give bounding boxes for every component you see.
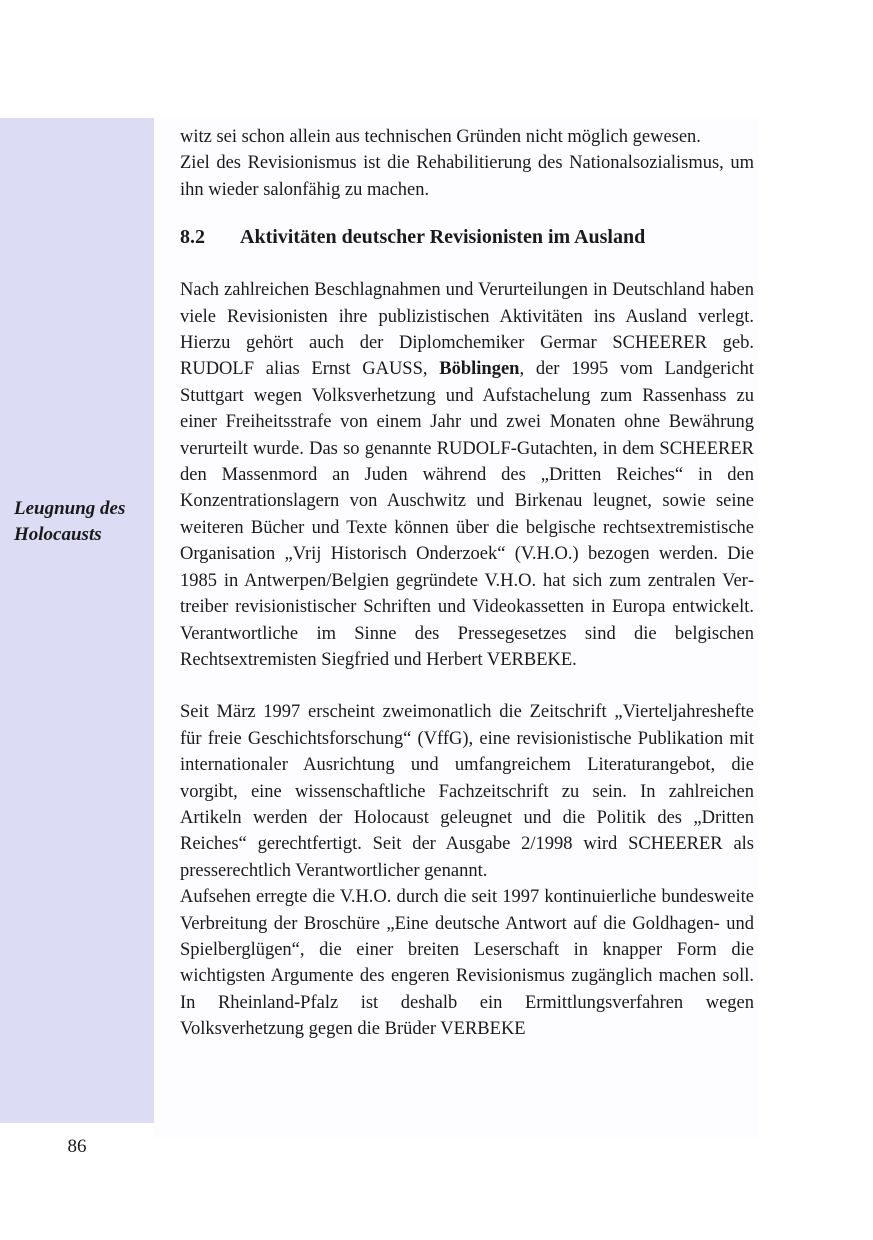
- paragraph-1: [180, 277, 754, 673]
- margin-note-line-2: Holocausts: [14, 524, 102, 545]
- paragraph-1-bold-place: Böblingen: [439, 359, 520, 380]
- paragraph-2: Seit März 1997 erscheint zweimonatlich die Zeitschrift „Vierteljahreshefte für freie Geschichtsforschung“ (VffG), eine revisionistische Publikation mit internationaler Ausrichtung und umfangreichem Literaturangebot, die vorgibt, eine wissenschaftliche Fachzeitschrift zu sein. In zahlreichen Artikeln werden der Holocaust geleugnet und die Politik des „Dritten Reiches“ gerechtfertigt. Seit der Ausgabe 2/1998 wird SCHEERER als presserechtlich Verantwortlicher genannt.: [180, 702, 754, 881]
- paragraph-1-part-a: Nach zahlreichen Beschlagnahmen und Verurteilungen in Deutschland haben viele Revisionisten ihre publizistischen Aktivitäten ins Ausland verlegt. Hierzu gehört auch der Diplomchemiker Germar SCHEERER geb. RUDOLF alias Ernst GAUSS,: [180, 280, 754, 380]
- section-number: 8.2: [180, 226, 205, 249]
- section-title: Aktivitäten deutscher Revisionisten im Ausland: [240, 226, 646, 249]
- margin-note: [14, 496, 154, 548]
- margin-note-line-1: Leugnung des: [14, 498, 126, 519]
- body-text: [180, 124, 754, 1043]
- section-heading: [180, 223, 754, 251]
- paragraph-1-part-b: , der 1995 vom Landgericht Stuttgart wegen Volksverhetzung und Aufstachelung zum Rassenhass zu einer Freiheitsstrafe von einem Jahr und zwei Monaten ohne Bewährung verurteilt wurde. Das so genannte RUDOLF-Gutachten, in dem SCHEERER den Massenmord an Juden während des „Dritten Reiches“ in den Konzentrationslagern von Auschwitz und Birkenau leugnet, sowie seine weiteren Bücher und Texte können über die belgische rechtsextremistische Organisation „Vrij Historisch Onderzoek“ (V.H.O.) bezogen werden. Die 1985 in Antwerpen/Belgien gegründete V.H.O. hat sich zum zentralen Vertreiber revisionistischer Schriften und Videokassetten in Europa entwickelt. Verantwortliche im Sinne des Pressegesetzes sind die belgischen Rechtsextremisten Siegfried und Herbert VERBEKE.: [180, 359, 754, 670]
- intro-paragraph-1: witz sei schon allein aus technischen Gründen nicht möglich gewesen.: [180, 127, 701, 147]
- paragraph-3: Aufsehen erregte die V.H.O. durch die seit 1997 kontinuierliche bundesweite Verbreitung der Broschüre „Eine deutsche Antwort auf die Goldhagen- und Spielberglügen“, die einer breiten Leserschaft in knapper Form die wichtigsten Argumente des engeren Revisionismus zugänglich machen soll. In Rheinland-Pfalz ist deshalb ein Ermittlungsverfahren wegen Volksverhetzung gegen die Brüder VERBEKE: [180, 887, 754, 1040]
- page-number: 86: [67, 1136, 87, 1157]
- intro-paragraph-2: Ziel des Revisionismus ist die Rehabilitierung des Nationalsozialismus, um ihn wieder salonfähig zu machen.: [180, 153, 754, 200]
- margin-sidebar: [0, 118, 154, 1123]
